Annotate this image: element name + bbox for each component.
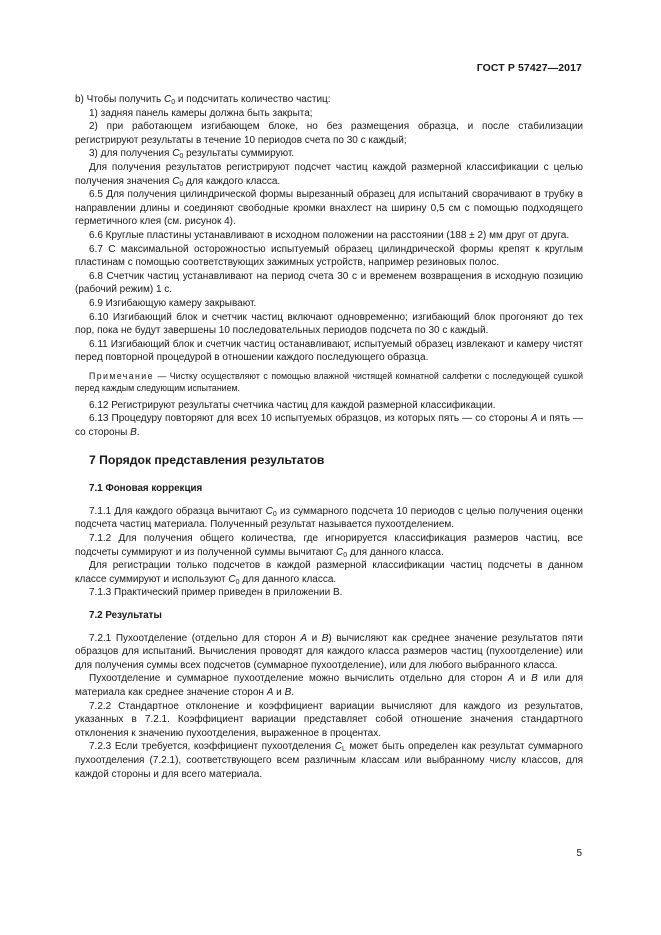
paragraph-7-1-2-cont: Для регистрации только подсчетов в каждой размерной классификации частиц подсчеты в данном классе суммируют и используют $C_0$ для данного класса.: [75, 560, 583, 586]
paragraph-6-13: 6.13 Процедуру повторяют для всех 10 испытуемых образцов, из которых пять — со стороны A и пять — со стороны B.: [75, 413, 583, 439]
note-text: — Чистку осуществляют с помощью влажной чистящей комнатной салфетки с последующей сушкой перед каждым следующим испытанием.: [75, 370, 583, 393]
paragraph-7-2-2: 7.2.2 Стандартное отклонение и коэффициент вариации вычисляют для каждого из результатов, указанных в 7.2.1. Коэффициент вариации представляет собой отношение значения стандартного отклонения к значению пухоотделения, выраженное в процентах.: [75, 700, 583, 739]
paragraph-6-7: 6.7 С максимальной осторожностью испытуемый образец цилиндрической формы крепят к круглым пластинам с помощью соответствующих зажимных устройств, например резиновых полос.: [75, 243, 583, 269]
paragraph-b: b) Чтобы получить $C_0$ и подсчитать количество частиц:: [75, 94, 331, 106]
paragraph-results-c0: Для получения результатов регистрируют подсчет частиц каждой размерной классификации с целью получения значения $C_0$ для каждого класса.: [75, 161, 583, 188]
note: [75, 370, 583, 394]
step-2: 2) при работающем изгибающем блоке, но без размещения образца, и после стабилизации регистрируют результаты в течение 10 периодов счета по 30 с каждый;: [75, 121, 583, 146]
paragraph-7-2-3: 7.2.3 Если требуется, коэффициент пухоотделения $C_L$ может быть определен как результат суммарного пухоотделения (7.2.1), соответствующего всем различным классам или выбранному числу классов, для каждой стороны и для всего материала.: [75, 741, 583, 780]
paragraph-6-9: 6.9 Изгибающую камеру закрывают.: [89, 297, 257, 309]
paragraph-7-2-1-cont: Пухоотделение и суммарное пухоотделение можно вычислить отдельно для сторон A и B или для материала как среднее значение сторон A и B.: [75, 673, 583, 698]
paragraph-6-10: 6.10 Изгибающий блок и счетчик частиц включают одновременно; изгибающий блок прогоняют до тех пор, пока не будут завершены 10 последовательных периодов подсчета по 30 с каждый.: [75, 311, 583, 337]
paragraph-7-1-1: 7.1.1 Для каждого образца вычитают $C_0$ из суммарного подсчета 10 периодов с целью получения оценки подсчета частиц материала. Полученный результат называется пухоотделением.: [75, 505, 583, 531]
subsection-heading-7-1: 7.1 Фоновая коррекция: [89, 483, 203, 495]
step-1: 1) задняя панель камеры должна быть закрыта;: [89, 107, 313, 119]
note-label: Примечание: [89, 370, 154, 381]
paragraph-6-5: 6.5 Для получения цилиндрической формы вырезанный образец для испытаний сворачивают в трубку в направлении длины и соединяют свободные кромки внахлест на ширину 0,5 см с помощью подходящего герметичного клея (см. рисунок 4).: [75, 189, 583, 228]
subsection-heading-7-2: 7.2 Результаты: [89, 610, 162, 621]
step-3: 3) для получения $C_0$ результаты суммируют.: [89, 148, 295, 161]
document-body: [75, 93, 583, 781]
paragraph-7-2-1: 7.2.1 Пухоотделение (отдельно для сторон A и B) вычисляют как среднее значение результатов пяти образцов для испытаний. Вычисления проводят для каждого класса размеров частиц (пухоотделение) или для получения суммы всех подсчетов (суммарное пухоотделение), или для любого выбранного класса.: [75, 632, 583, 671]
paragraph-7-1-3: 7.1.3 Практический пример приведен в приложении В.: [89, 587, 343, 599]
paragraph-6-12: 6.12 Регистрируют результаты счетчика частиц для каждой размерной классификации.: [89, 399, 496, 411]
paragraph-6-8: 6.8 Счетчик частиц устанавливают на период счета 30 с и временем возвращения в исходную позицию (рабочий режим) 1 с.: [75, 270, 583, 296]
paragraph-6-6: 6.6 Круглые пластины устанавливают в исходном положении на расстоянии (188 ± 2) мм друг от друга.: [89, 229, 570, 241]
standard-header: ГОСТ Р 57427—2017: [476, 62, 582, 74]
page-number: 5: [576, 848, 582, 859]
section-heading-7: 7 Порядок представления результатов: [89, 452, 325, 467]
paragraph-6-11: 6.11 Изгибающий блок и счетчик частиц останавливают, испытуемый образец извлекают и камеру чистят перед повторной процедурой в отношении каждого последующего образца.: [75, 338, 583, 364]
paragraph-7-1-2: 7.1.2 Для получения общего количества, где игнорируется классификация размеров частиц, все подсчеты суммируют и из полученной суммы вычитают $C_0$ для данного класса.: [75, 533, 583, 559]
